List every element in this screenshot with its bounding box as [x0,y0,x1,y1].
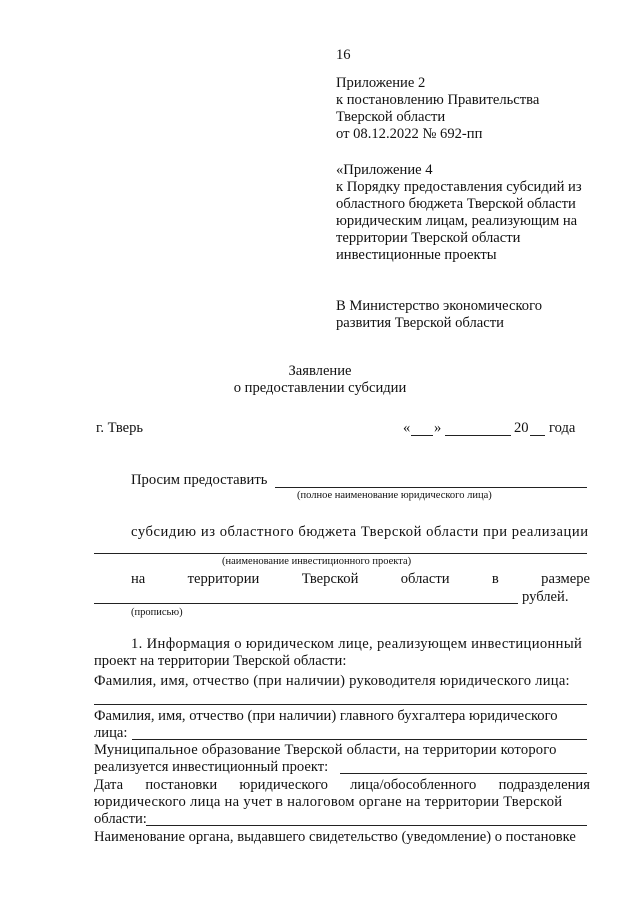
section1-line2: проект на территории Тверской области: [94,653,347,669]
appendix4-line1: «Приложение 4 [336,162,433,178]
appendix4-line6: инвестиционные проекты [336,247,497,263]
amount-blank [94,603,518,604]
date-close-quote: » [434,420,442,436]
words-hint: (прописью) [131,607,183,618]
date-open-quote: « [403,420,411,436]
document-subtitle: о предоставлении субсидии [233,380,407,396]
year-word: года [549,420,576,436]
registration-word: юридического [239,777,328,793]
month-blank [445,435,511,436]
registration-line3: области: [94,811,147,827]
place: г. Тверь [96,420,144,436]
territory-word: в [491,571,499,587]
registration-word: подразделения [498,777,590,793]
authority-label-line1: Наименование органа, выдавшего свидетельство (уведомление) о постановке [94,829,576,845]
addressee-line1: В Министерство экономического [336,298,543,314]
document-title: Заявление [288,363,352,379]
registration-blank [146,825,587,826]
accountant-label-line1: Фамилия, имя, отчество (при наличии) главного бухгалтера юридического [94,708,558,724]
territory-word: территории [187,571,260,587]
accountant-label-line2: лица: [94,725,128,741]
registration-word: лица/обособленного [350,777,477,793]
day-blank [411,435,433,436]
legal-entity-name-blank [275,487,587,488]
territory-word: на [131,571,146,587]
municipality-label-line2: реализуется инвестиционный проект: [94,759,329,775]
territory-word: Тверской [301,571,359,587]
appendix2-line3: Тверской области [336,109,446,125]
project-hint: (наименование инвестиционного проекта) [222,556,412,567]
project-name-blank [94,553,587,554]
legal-entity-hint: (полное наименование юридического лица) [297,490,492,501]
request-text: Просим предоставить [131,472,268,488]
page-number: 16 [336,47,351,63]
registration-word: постановки [145,777,218,793]
appendix2-line4: от 08.12.2022 № 692-пп [336,126,483,142]
year-prefix: 20 [514,420,529,436]
municipality-label-line1: Муниципальное образование Тверской области, на территории которого [94,742,557,758]
appendix4-line5: территории Тверской области [336,230,521,246]
registration-line2: юридического лица на учет в налоговом органе на территории Тверской [94,794,563,810]
addressee-line2: развития Тверской области [336,315,504,331]
director-blank [94,704,587,705]
section1-line1: 1. Информация о юридическом лице, реализующем инвестиционный [131,636,583,652]
appendix4-line3: областного бюджета Тверской области [336,196,576,212]
appendix4-line4: юридическим лицам, реализующим на [336,213,578,229]
municipality-blank [340,773,587,774]
subsidy-text: субсидию из областного бюджета Тверской области при реализации [131,524,589,540]
territory-word: размере [541,571,590,587]
registration-word: Дата [94,777,124,793]
director-label: Фамилия, имя, отчество (при наличии) руководителя юридического лица: [94,673,570,689]
accountant-blank [132,739,587,740]
year-blank [530,435,545,436]
rubles-label: рублей. [522,589,569,605]
appendix2-line1: Приложение 2 [336,75,426,91]
appendix4-line2: к Порядку предоставления субсидий из [336,179,582,195]
registration-line1 [94,777,590,794]
territory-word: области [400,571,450,587]
territory-line [131,571,590,588]
appendix2-line2: к постановлению Правительства [336,92,540,108]
